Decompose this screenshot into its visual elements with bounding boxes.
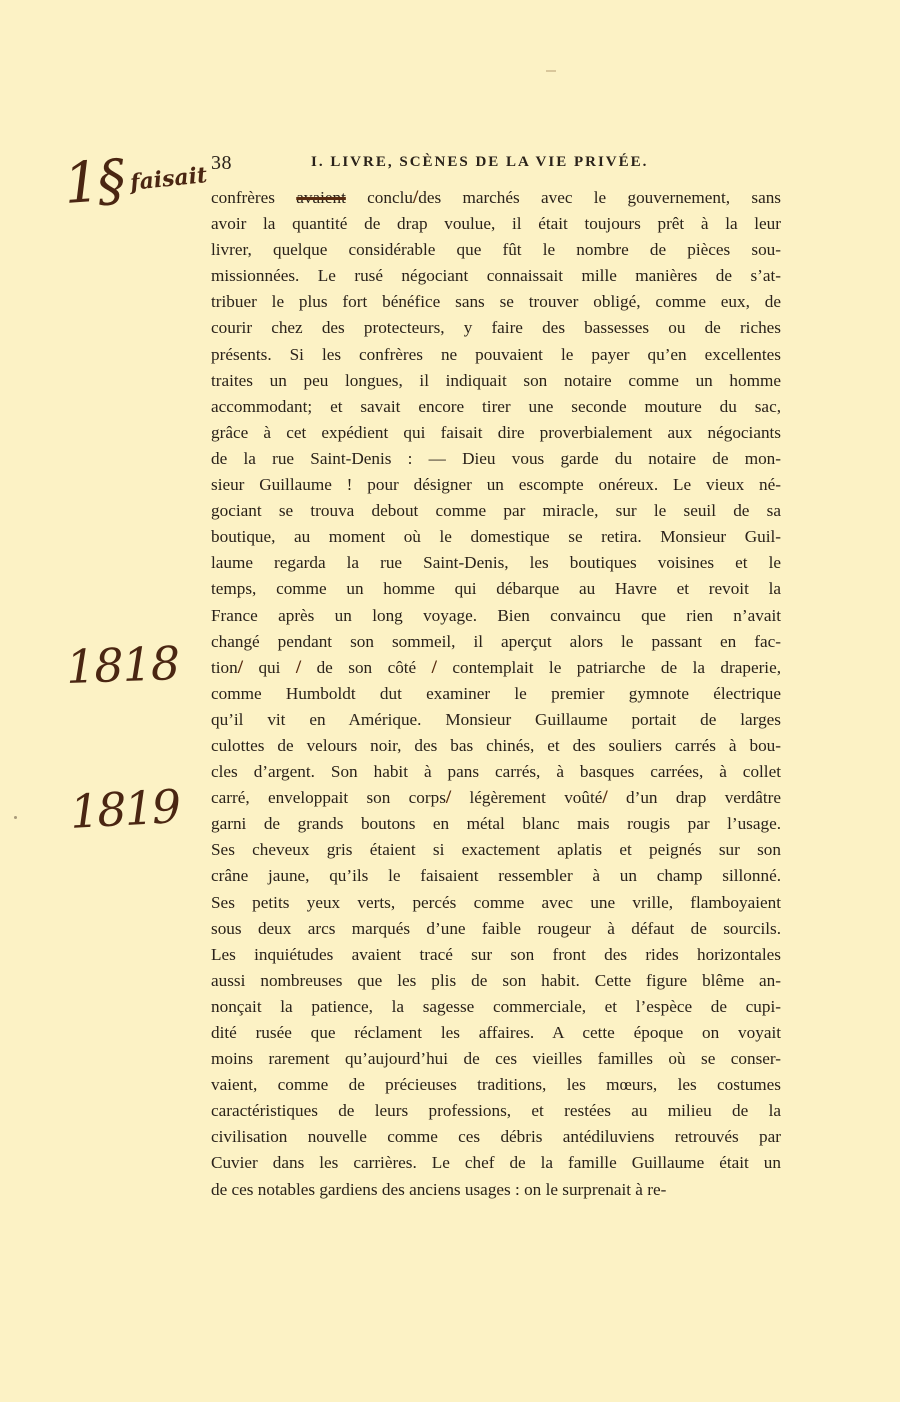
text-line: civilisation nouvelle comme ces débris antédiluviens retrouvés par: [211, 1127, 781, 1147]
text-line: [211, 785, 781, 811]
text-span: qui: [243, 657, 296, 677]
text-line: caractéristiques de leurs professions, et restées au milieu de la: [211, 1101, 781, 1121]
correction-mark: /: [445, 787, 452, 809]
struck-word: avaient: [296, 188, 346, 207]
text-line: sous deux arcs marqués d’une faible rougeur à défaut de sourcils.: [211, 918, 781, 938]
handwritten-annotation: 1§: [61, 147, 126, 218]
text-line: courir chez des protecteurs, y faire des bassesses ou de riches: [211, 318, 781, 338]
text-line: moins rarement qu’aujourd’hui de ces vieilles familles où se conser-: [211, 1049, 781, 1069]
text-span: des marchés avec le gouvernement, sans: [418, 188, 781, 207]
text-span: contemplait le patriarche de la draperie,: [436, 657, 781, 677]
text-line: [211, 185, 781, 211]
text-span: de son côté: [301, 657, 432, 677]
text-line: qu’il vit en Amérique. Monsieur Guillaume portait de larges: [211, 709, 781, 729]
text-line: Cuvier dans les carrières. Le chef de la famille Guillaume était un: [211, 1153, 781, 1173]
correction-mark: /: [431, 656, 437, 678]
text-line: de ces notables gardiens des anciens usages : on le surprenait à re-: [211, 1179, 667, 1199]
paper-mark: [546, 70, 556, 72]
running-title: I. LIVRE, SCÈNES DE LA VIE PRIVÉE.: [311, 154, 649, 170]
text-line: accommodant; et savait encore tirer une seconde mouture du sac,: [211, 396, 781, 416]
text-line: missionnées. Le rusé négociant connaissait mille manières de s’at-: [211, 266, 781, 286]
text-span: légèrement voûté: [451, 788, 603, 808]
correction-mark: /: [237, 656, 244, 678]
text-line: dité rusée que réclament les affaires. A cette époque on voyait: [211, 1023, 781, 1042]
text-line: [211, 655, 781, 681]
text-line: comme Humboldt dut examiner le premier gymnote électrique: [211, 683, 781, 703]
text-line: Ses petits yeux verts, percés comme avec une vrille, flamboyaient: [211, 892, 781, 912]
text-line: de la rue Saint-Denis : — Dieu vous garde du notaire de mon-: [211, 448, 781, 468]
correction-mark: /: [295, 656, 302, 678]
text-line: crâne jaune, qu’ils le faisaient ressembler à un champ sillonné.: [211, 866, 781, 886]
body-text: [211, 185, 781, 1203]
text-line: changé pendant son sommeil, il aperçut alors le passant en fac-: [211, 631, 781, 651]
handwritten-correction: faisait: [128, 162, 209, 196]
text-line: laume regarda la rue Saint-Denis, les boutiques voisines et le: [211, 553, 781, 573]
text-line: Les inquiétudes avaient tracé sur son front des rides horizontales: [211, 944, 781, 964]
text-line: gociant se trouva debout comme par miracle, sur le seuil de sa: [211, 501, 781, 521]
page-number: 38: [211, 152, 232, 174]
correction-mark: /: [602, 787, 608, 809]
text-span: tion: [211, 657, 238, 677]
text-span: conclu: [345, 188, 413, 207]
text-line: boutique, au moment où le domestique se retira. Monsieur Guil-: [211, 527, 781, 547]
text-span: carré, enveloppait son corps: [211, 788, 446, 808]
handwritten-date-1818: 1818: [65, 636, 180, 694]
running-head: [211, 152, 781, 178]
text-line: traites un peu longues, il indiquait son notaire comme un homme: [211, 370, 781, 390]
text-line: grâce à cet expédient qui faisait dire proverbialement aux négociants: [211, 422, 781, 442]
text-line: présents. Si les confrères ne pouvaient le payer qu’en excellentes: [211, 344, 781, 364]
text-line: livrer, quelque considérable que fût le nombre de pièces sou-: [211, 240, 781, 260]
handwritten-date-1819: 1819: [68, 779, 181, 839]
text-line: temps, comme un homme qui débarque au Havre et revoit la: [211, 579, 781, 599]
text-line: avoir la quantité de drap voulue, il était toujours prêt à la leur: [211, 214, 781, 234]
text-line: sieur Guillaume ! pour désigner un escompte onéreux. Le vieux né-: [211, 475, 781, 495]
text-line: garni de grands boutons en métal blanc mais rougis par l’usage.: [211, 814, 781, 834]
correction-mark: /: [412, 187, 419, 208]
text-line: France après un long voyage. Bien convaincu que rien n’avait: [211, 605, 781, 625]
text-span: confrères: [211, 188, 297, 207]
text-line: aussi nombreuses que les plis de son habit. Cette figure blême an-: [211, 970, 781, 990]
text-line: nonçait la patience, la sagesse commerciale, et l’espèce de cupi-: [211, 996, 781, 1016]
text-line: vaient, comme de précieuses traditions, les mœurs, les costumes: [211, 1075, 781, 1095]
text-line: Ses cheveux gris étaient si exactement aplatis et peignés sur son: [211, 840, 781, 860]
text-span: d’un drap verdâtre: [607, 788, 782, 808]
text-line: cles d’argent. Son habit à pans carrés, à basques carrées, à collet: [211, 762, 781, 782]
text-line: tribuer le plus fort bénéfice sans se trouver obligé, comme eux, de: [211, 292, 781, 312]
text-line: culottes de velours noir, des bas chinés, et des souliers carrés à bou-: [211, 735, 781, 755]
paper-speck: [14, 816, 17, 819]
